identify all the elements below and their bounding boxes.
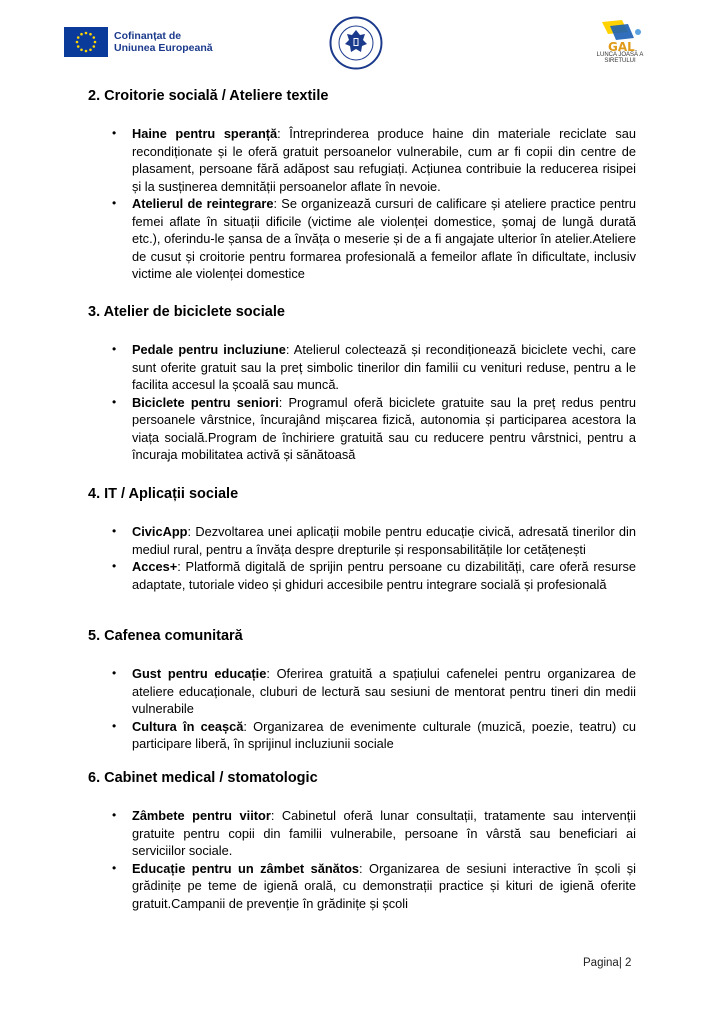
page-number: 2 — [625, 957, 632, 969]
list-item — [88, 718, 636, 753]
bullet-list — [88, 665, 636, 753]
bullet-icon: • — [112, 524, 117, 538]
bullet-icon: • — [112, 342, 117, 356]
government-of-romania-seal — [329, 16, 383, 70]
section-cafenea — [88, 626, 636, 753]
bullet-icon: • — [112, 808, 117, 822]
page-header — [0, 0, 724, 80]
item-label: Atelierul de reintegrare — [132, 196, 274, 211]
section-title: 6. Cabinet medical / stomatologic — [88, 770, 318, 786]
section-biciclete — [88, 302, 636, 464]
page-separator: | — [618, 957, 622, 969]
item-label: Haine pentru speranță — [132, 126, 278, 141]
bullet-icon: • — [112, 718, 117, 733]
item-text: : Platformă digitală de sprijin pentru persoane cu dizabilități, care oferă resurse adaptate, tutoriale video și ghiduri accesibile pentru integrare socială și profesională — [132, 559, 636, 592]
bullet-icon: • — [112, 559, 117, 573]
item-text: : Dezvoltarea unei aplicații mobile pentru educație civică, adresată tinerilor din mediul rural, pentru a învăța despre drepturile și responsabilitățile lor cetățenești — [132, 524, 636, 557]
item-text: : Se organizează cursuri de calificare și ateliere practice pentru femei aflate în situații dificile (victime ale violenței domestice, șomaj de lungă durată etc.), oferindu-le șansa de a învăța o meserie și de a fi angajate ulterior în atelier.Ateliere de cusut și croitorie pentru formarea profesională a femeilor aflate în dificultate, inclusiv victime ale violenței domestice — [132, 196, 637, 281]
eu-cofinancing-text — [114, 30, 213, 54]
gal-logo — [588, 18, 652, 74]
section-title: 4. IT / Aplicații sociale — [88, 486, 239, 502]
list-item — [88, 523, 636, 558]
bullet-list — [88, 807, 636, 912]
bullet-icon: • — [112, 394, 117, 409]
bullet-list — [88, 523, 636, 593]
item-label: Gust pentru educație — [132, 666, 267, 681]
list-item — [88, 341, 636, 394]
eu-line-2: Uniunea Europeană — [114, 42, 213, 54]
bullet-icon: • — [112, 666, 117, 680]
section-it — [88, 484, 636, 593]
list-item — [88, 860, 636, 913]
section-cabinet-medical — [88, 768, 636, 912]
bullet-icon: • — [112, 196, 117, 210]
page-label: Pagina — [583, 957, 619, 969]
list-item — [88, 665, 636, 718]
list-item — [88, 125, 636, 195]
eu-line-1: Cofinanțat de — [114, 30, 182, 42]
item-text: : Cabinetul oferă lunar consultații, tratamente sau intervenții gratuite pentru copii din familii vulnerabile, persoane în vârstă sau beneficiari ai serviciilor sociale. — [132, 808, 636, 858]
bullet-icon: • — [112, 860, 117, 875]
gal-subtitle: LUNCA JOASĂ A SIRETULUI — [596, 52, 644, 64]
item-label: Acces+ — [132, 559, 178, 574]
section-title: 2. Croitorie socială / Ateliere textile — [88, 88, 329, 104]
bullet-list — [88, 125, 636, 283]
bullet-list — [88, 341, 636, 464]
item-label: Zâmbete pentru viitor — [132, 808, 271, 823]
section-title: 5. Cafenea comunitară — [88, 628, 243, 644]
page-footer — [583, 957, 631, 969]
eu-flag-icon — [64, 27, 108, 57]
svg-text:GAL: GAL — [608, 40, 635, 54]
list-item — [88, 394, 636, 464]
section-title: 3. Atelier de biciclete sociale — [88, 304, 285, 320]
list-item — [88, 807, 636, 860]
item-label: Cultura în ceașcă — [132, 718, 244, 734]
item-text: : Întreprinderea produce haine din materiale reciclate sau recondiționate și le oferă gratuit persoanelor vulnerabile, cum ar fi copii din centre de plasament, persoane fără adăpost sau refugiați. Acțiunea contribuie la reducerea risipei și la susținerea demnității persoanelor aflate în nevoie. — [132, 126, 636, 194]
item-text: : Organizarea de evenimente culturale (muzică, poezie, teatru) cu participare liberă, în sprijinul incluziunii sociale — [132, 718, 636, 751]
item-text: : Programul oferă biciclete gratuite sau la preț redus pentru persoanele vârstnice, încurajând mișcarea fizică, autonomia și participarea acestora la viața socială.Program de închiriere gratuită sau cu reducere pentru vârstnici, pentru a încuraja mobilitatea activă și sănătoasă — [132, 394, 636, 462]
item-text: : Oferirea gratuită a spațiului cafenelei pentru organizarea de ateliere educaționale, cluburi de lectură sau sesiuni de mentorat pentru tineri din medii vulnerabile — [132, 666, 636, 716]
list-item — [88, 195, 636, 283]
eu-cofinancing-logo — [64, 27, 213, 57]
bullet-icon: • — [112, 126, 117, 140]
item-text: : Atelierul colectează și recondiționează biciclete vechi, care sunt oferite gratuit sau la preț simbolic tinerilor din familii cu venituri reduse, pentru a le facilita accesul la școală sau muncă. — [132, 342, 636, 392]
section-croitorie — [88, 86, 636, 283]
item-label: Biciclete pentru seniori — [132, 394, 279, 410]
item-text: : Organizarea de sesiuni interactive în școli și grădinițe pe teme de igienă orală, cu demonstrații practice și kituri de igienă oferite gratuit.Campanii de prevenție în grădinițe și școli — [132, 860, 636, 911]
list-item — [88, 558, 636, 593]
item-label: Educație pentru un zâmbet sănătos — [132, 860, 359, 876]
item-label: CivicApp — [132, 524, 188, 539]
item-label: Pedale pentru incluziune — [132, 342, 286, 357]
